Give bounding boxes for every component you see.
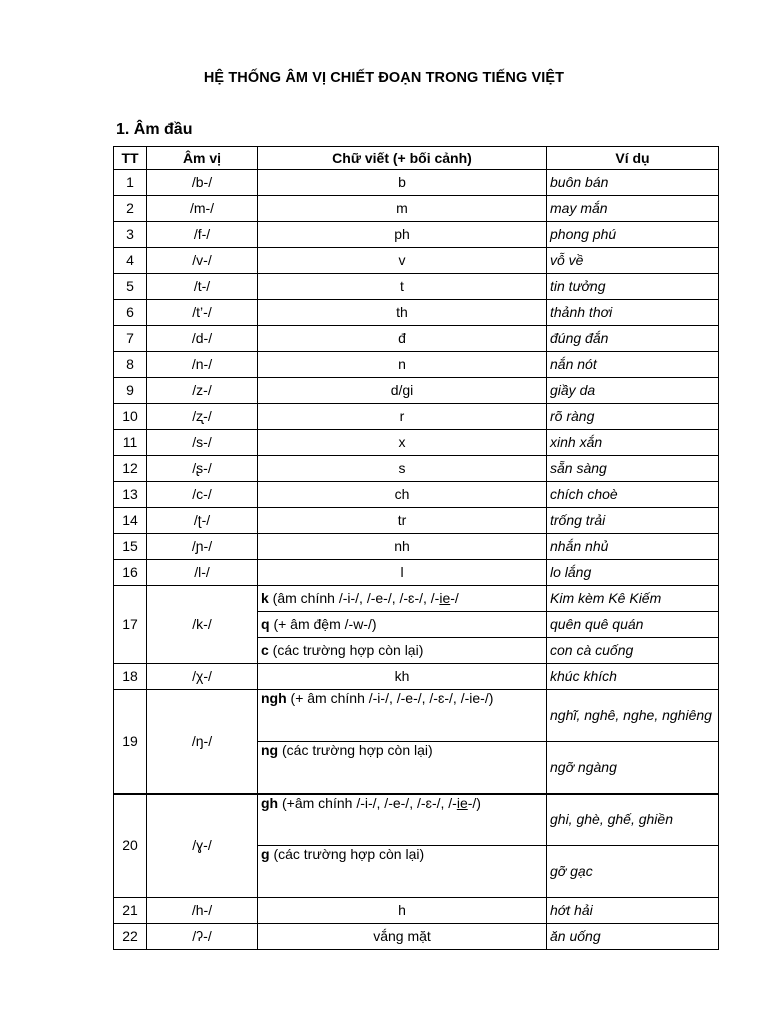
spelling-letter: c [261, 642, 269, 658]
cell-example: buôn bán [547, 170, 719, 196]
cell-spelling: ch [258, 482, 547, 508]
cell-spelling: tr [258, 508, 547, 534]
cell-phoneme: /ŋ-/ [147, 690, 258, 794]
table-row [114, 482, 719, 508]
cell-spelling [258, 612, 547, 638]
cell-spelling [258, 586, 547, 612]
header-phoneme: Âm vị [147, 147, 258, 170]
cell-example: khúc khích [547, 664, 719, 690]
cell-example: ăn uống [547, 924, 719, 950]
cell-tt: 7 [114, 326, 147, 352]
cell-spelling: d/gi [258, 378, 547, 404]
cell-example: tin tưởng [547, 274, 719, 300]
cell-tt: 1 [114, 170, 147, 196]
cell-phoneme: /ʔ-/ [147, 924, 258, 950]
table-row [114, 508, 719, 534]
cell-spelling: s [258, 456, 547, 482]
cell-example: gỡ gạc [547, 846, 719, 898]
header-tt: TT [114, 147, 147, 170]
cell-spelling [258, 794, 547, 846]
cell-example: ngỡ ngàng [547, 742, 719, 794]
spelling-letter: q [261, 616, 270, 632]
cell-tt: 3 [114, 222, 147, 248]
cell-phoneme: /h-/ [147, 898, 258, 924]
cell-phoneme: /m-/ [147, 196, 258, 222]
cell-spelling: đ [258, 326, 547, 352]
cell-tt: 6 [114, 300, 147, 326]
cell-tt: 14 [114, 508, 147, 534]
spelling-letter: g [261, 846, 270, 862]
table-row [114, 196, 719, 222]
cell-spelling: t [258, 274, 547, 300]
cell-tt: 16 [114, 560, 147, 586]
cell-tt: 11 [114, 430, 147, 456]
cell-spelling: x [258, 430, 547, 456]
header-example: Ví dụ [547, 147, 719, 170]
cell-phoneme: /ʐ-/ [147, 404, 258, 430]
table-row [114, 248, 719, 274]
cell-phoneme: /d-/ [147, 326, 258, 352]
header-spelling: Chữ viết (+ bối cảnh) [258, 147, 547, 170]
cell-phoneme: /f-/ [147, 222, 258, 248]
cell-tt: 12 [114, 456, 147, 482]
cell-spelling: n [258, 352, 547, 378]
spelling-context-underlined: ie [439, 590, 451, 606]
table-row [114, 326, 719, 352]
cell-spelling [258, 742, 547, 794]
cell-spelling [258, 638, 547, 664]
cell-tt: 13 [114, 482, 147, 508]
table-row [114, 170, 719, 196]
cell-example: may mắn [547, 196, 719, 222]
cell-spelling: th [258, 300, 547, 326]
spelling-context-end: -/ [450, 590, 459, 606]
cell-spelling: nh [258, 534, 547, 560]
table-row [114, 560, 719, 586]
cell-example: thảnh thơi [547, 300, 719, 326]
spelling-context: (các trường hợp còn lại) [278, 742, 433, 758]
spelling-context-end: -/) [467, 794, 481, 811]
cell-example: chích choè [547, 482, 719, 508]
spelling-context: (các trường hợp còn lại) [268, 642, 424, 658]
table-row [114, 456, 719, 482]
cell-phoneme: /c-/ [147, 482, 258, 508]
spelling-letter: ngh [261, 690, 287, 706]
cell-spelling: b [258, 170, 547, 196]
cell-tt: 2 [114, 196, 147, 222]
cell-tt: 4 [114, 248, 147, 274]
cell-spelling: ph [258, 222, 547, 248]
cell-example: hớt hải [547, 898, 719, 924]
cell-example: nghĩ, nghê, nghe, nghiêng [547, 690, 719, 742]
table-row [114, 898, 719, 924]
cell-tt: 8 [114, 352, 147, 378]
table-row [114, 378, 719, 404]
cell-tt: 15 [114, 534, 147, 560]
cell-tt: 18 [114, 664, 147, 690]
cell-spelling: r [258, 404, 547, 430]
table-row [114, 274, 719, 300]
cell-spelling [258, 690, 547, 742]
spelling-context: (các trường hợp còn lại) [269, 846, 425, 862]
table-row [114, 794, 719, 846]
cell-example: sẵn sàng [547, 456, 719, 482]
cell-phoneme: /ʂ-/ [147, 456, 258, 482]
cell-spelling: v [258, 248, 547, 274]
spelling-letter: gh [261, 794, 279, 811]
cell-phoneme: /ʈ-/ [147, 508, 258, 534]
cell-tt: 17 [114, 586, 147, 664]
cell-example: con cà cuống [547, 638, 719, 664]
cell-example: rõ ràng [547, 404, 719, 430]
cell-spelling: h [258, 898, 547, 924]
cell-spelling: m [258, 196, 547, 222]
cell-phoneme: /ɲ-/ [147, 534, 258, 560]
cell-phoneme: /l-/ [147, 560, 258, 586]
cell-phoneme: /k-/ [147, 586, 258, 664]
spelling-letter: k [261, 590, 269, 606]
table-row [114, 222, 719, 248]
cell-spelling: vắng mặt [258, 924, 547, 950]
initial-phonemes-table [113, 146, 719, 950]
cell-tt: 21 [114, 898, 147, 924]
table-row [114, 690, 719, 742]
cell-spelling: kh [258, 664, 547, 690]
cell-phoneme: /v-/ [147, 248, 258, 274]
cell-phoneme: /s-/ [147, 430, 258, 456]
cell-example: quên quê quán [547, 612, 719, 638]
cell-tt: 19 [114, 690, 147, 794]
cell-example: đúng đắn [547, 326, 719, 352]
cell-tt: 9 [114, 378, 147, 404]
spelling-context: (+ âm chính /-i-/, /-e-/, /-ɛ-/, /-ie-/) [286, 690, 494, 706]
cell-example: xinh xắn [547, 430, 719, 456]
spelling-letter: ng [261, 742, 279, 758]
cell-spelling: l [258, 560, 547, 586]
table-row [114, 924, 719, 950]
document-title: HỆ THỐNG ÂM VỊ CHIẾT ĐOẠN TRONG TIẾNG VIỆT [203, 70, 565, 86]
cell-tt: 20 [114, 794, 147, 898]
cell-phoneme: /n-/ [147, 352, 258, 378]
spelling-context: (+âm chính /-i-/, /-e-/, /-ɛ-/, /- [278, 794, 457, 811]
cell-example: phong phú [547, 222, 719, 248]
cell-example: nắn nót [547, 352, 719, 378]
table-row [114, 534, 719, 560]
cell-example: vỗ về [547, 248, 719, 274]
table-row [114, 586, 719, 612]
spelling-context-underlined: ie [456, 794, 468, 811]
cell-phoneme: /t’-/ [147, 300, 258, 326]
table-row [114, 352, 719, 378]
spelling-context: (+ âm đệm /-w-/) [269, 616, 377, 632]
cell-phoneme: /χ-/ [147, 664, 258, 690]
cell-phoneme: /z-/ [147, 378, 258, 404]
cell-tt: 10 [114, 404, 147, 430]
cell-phoneme: /b-/ [147, 170, 258, 196]
cell-example: trống trải [547, 508, 719, 534]
section-heading: 1. Âm đầu [116, 121, 193, 138]
cell-tt: 5 [114, 274, 147, 300]
cell-phoneme: /t-/ [147, 274, 258, 300]
spelling-context: (âm chính /-i-/, /-e-/, /-ɛ-/, /- [268, 590, 440, 606]
cell-example: lo lắng [547, 560, 719, 586]
cell-example: ghi, ghè, ghế, ghiền [547, 794, 719, 846]
cell-example: Kim kèm Kê Kiếm [547, 586, 719, 612]
cell-example: nhắn nhủ [547, 534, 719, 560]
table-row [114, 300, 719, 326]
cell-spelling [258, 846, 547, 898]
cell-tt: 22 [114, 924, 147, 950]
table-row [114, 404, 719, 430]
table-row [114, 430, 719, 456]
cell-example: giầy da [547, 378, 719, 404]
table-row [114, 664, 719, 690]
cell-phoneme: /ɣ-/ [147, 794, 258, 898]
table-header-row [114, 147, 719, 170]
